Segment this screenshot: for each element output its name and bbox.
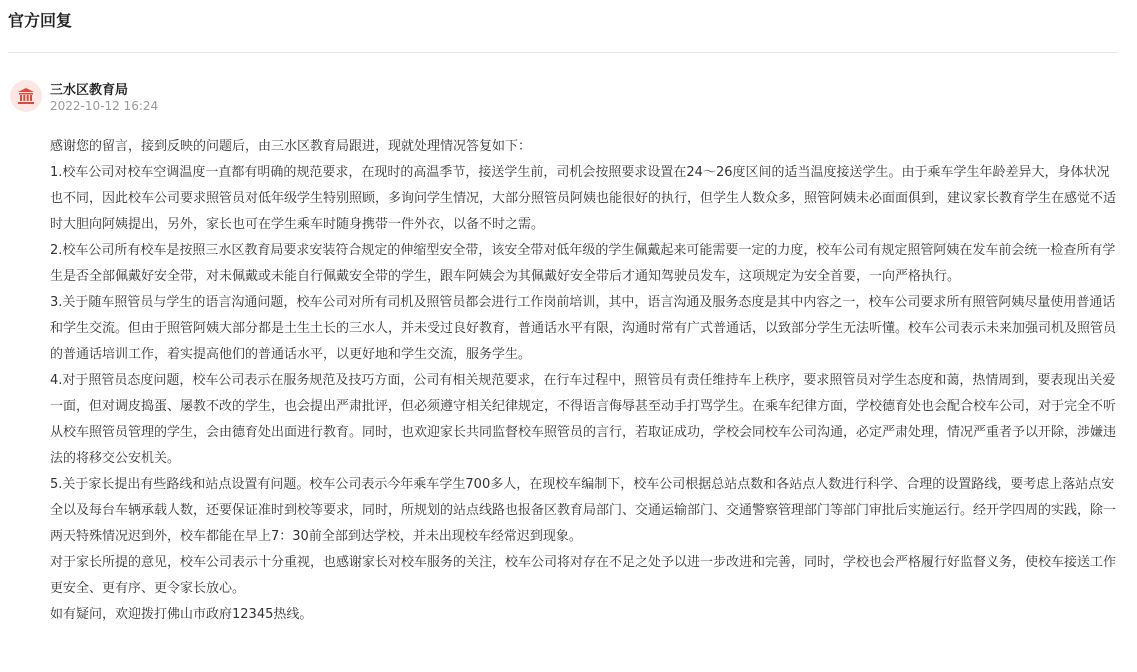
author-name: 三水区教育局 — [50, 83, 129, 98]
reply-paragraph: 5.关于家长提出有些路线和站点设置有问题。校车公司表示今年乘车学生700多人，在现校车编制下，校车公司根据总站点数和各站点人数进行科学、合理的设置路线，要考虑上落站点安全以及每台车辆承载人数，还要保证准时到校等要求，同时，所规划的站点线路也报备区教育局部门、交通运输部门、交通警察管理部门等部门审批后实施运行。经开学四周的实践，除一两天特殊情况迟到外，校车都能在早上7：30前全部到达学校，并未出现校车经常迟到现象。 — [50, 477, 1117, 544]
reply-paragraph: 如有疑问，欢迎拨打佛山市政府12345热线。 — [50, 607, 313, 622]
reply-paragraph: 4.对于照管员态度问题，校车公司表示在服务规范及技巧方面，公司有相关规范要求，在行车过程中，照管员有责任维持车上秩序，要求照管员对学生态度和蔼，热情周到，要表现出关爱一面，但对调皮捣蛋、屡教不改的学生，也会提出严肃批评，但必须遵守相关纪律规定，不得语言侮辱甚至动手打骂学生。在乘车纪律方面，学校德育处也会配合校车公司，对于完全不听从校车照管员管理的学生，会由德育处出面进行教育。同时，也欢迎家长共同监督校车照管员的言行，若取证成功，学校会同校车公司沟通，必定严肃处理，情况严重者予以开除，涉嫌违法的将移交公安机关。 — [50, 373, 1117, 466]
government-building-icon — [17, 87, 35, 105]
reply-timestamp: 2022-10-12 16:24 — [50, 99, 159, 113]
reply-paragraph: 1.校车公司对校车空调温度一直都有明确的规范要求，在现时的高温季节，接送学生前，司机会按照要求设置在24～26度区间的适当温度接送学生。由于乘车学生年龄差异大，身体状况也不同，因此校车公司要求照管员对低年级学生特别照顾，多询问学生情况，大部分照管员阿姨也能很好的执行，但学生人数众多，照管阿姨未必面面俱到，建议家长教育学生在感觉不适时大胆向阿姨提出，另外，家长也可在学生乘车时随身携带一件外衣，以备不时之需。 — [50, 165, 1117, 232]
avatar — [10, 80, 42, 112]
reply-paragraph: 3.关于随车照管员与学生的语言沟通问题，校车公司对所有司机及照管员都会进行工作岗前培训，其中，语言沟通及服务态度是其中内容之一，校车公司要求所有照管阿姨尽量使用普通话和学生交流。但由于照管阿姨大部分都是土生土长的三水人，并未受过良好教育，普通话水平有限，沟通时常有广式普通话，以致部分学生无法听懂。校车公司表示未来加强司机及照管员的普通话培训工作，着实提高他们的普通话水平，以更好地和学生交流，服务学生。 — [50, 295, 1117, 362]
reply-paragraph: 2.校车公司所有校车是按照三水区教育局要求安装符合规定的伸缩型安全带，该安全带对低年级的学生佩戴起来可能需要一定的力度，校车公司有规定照管阿姨在发车前会统一检查所有学生是否全部佩戴好安全带，对未佩戴或未能自行佩戴安全带的学生，跟车阿姨会为其佩戴好安全带后才通知驾驶员发车，这项规定为安全首要，一向严格执行。 — [50, 243, 1116, 284]
divider — [8, 52, 1118, 53]
page-title: 官方回复 — [8, 11, 73, 30]
reply-content — [50, 134, 1118, 628]
reply-paragraph: 对于家长所提的意见，校车公司表示十分重视，也感谢家长对校车服务的关注，校车公司将对存在不足之处予以进一步改进和完善，同时，学校也会严格履行好监督义务，使校车接送工作更安全、更有序、更令家长放心。 — [50, 555, 1117, 596]
reply-paragraph: 感谢您的留言，接到反映的问题后，由三水区教育局跟进，现就处理情况答复如下： — [50, 139, 532, 154]
